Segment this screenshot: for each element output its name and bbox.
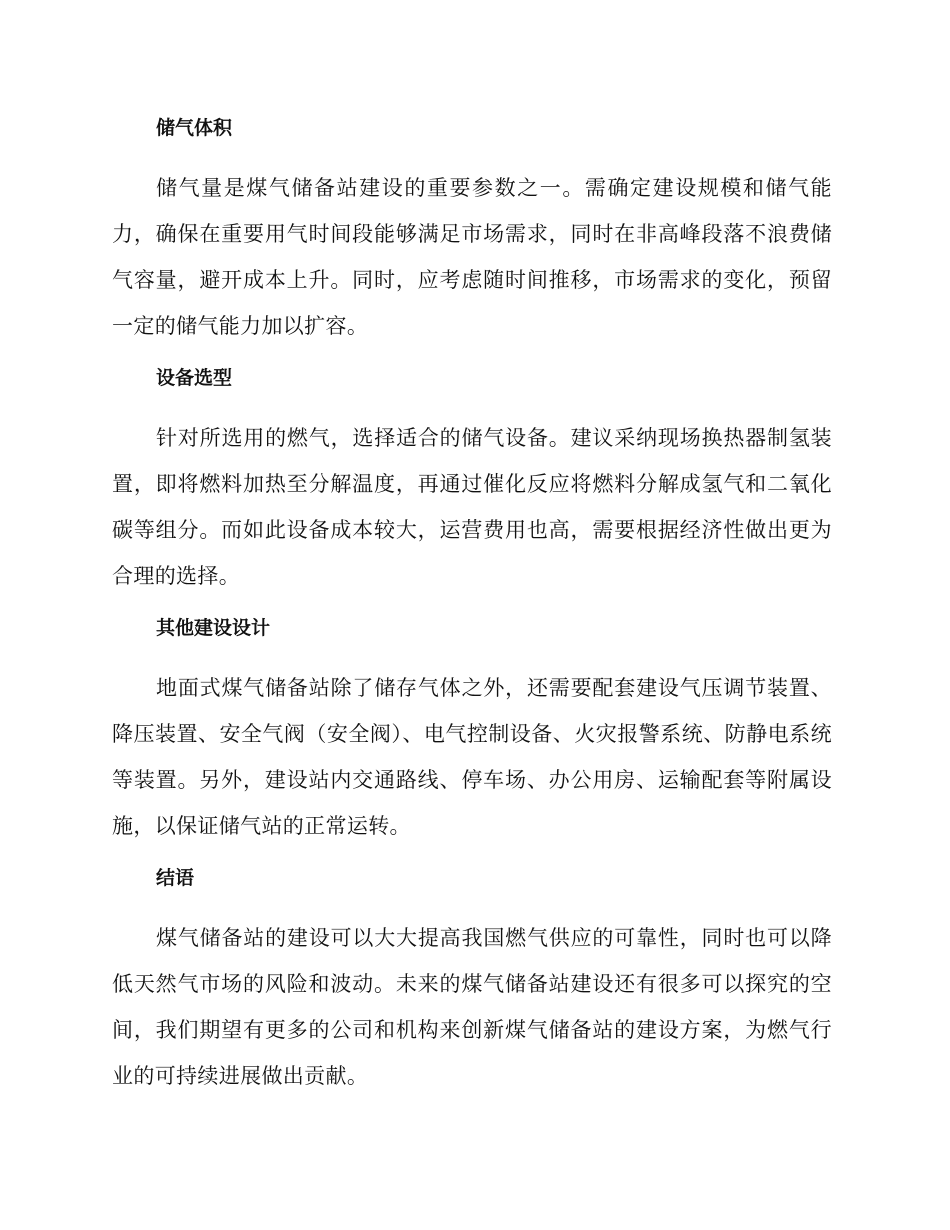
- section-paragraph: 地面式煤气储备站除了储存气体之外，还需要配套建设气压调节装置、降压装置、安全气阀（安全阀）、电气控制设备、火灾报警系统、防静电系统等装置。另外，建设站内交通路线、停车场、办公用房、运输配套等附属设施，以保证储气站的正常运转。: [112, 676, 832, 838]
- section-gas-storage-volume: [112, 116, 832, 349]
- section-paragraph: 储气量是煤气储备站建设的重要参数之一。需确定建设规模和储气能力，确保在重要用气时间段能够满足市场需求，同时在非高峰段落不浪费储气容量，避开成本上升。同时，应考虑随时间推移，市场需求的变化，预留一定的储气能力加以扩容。: [112, 176, 832, 338]
- section-conclusion: [112, 866, 832, 1099]
- section-heading: 设备选型: [156, 367, 233, 389]
- section-heading: 储气体积: [156, 117, 233, 139]
- section-paragraph: 煤气储备站的建设可以大大提高我国燃气供应的可靠性，同时也可以降低天然气市场的风险和波动。未来的煤气储备站建设还有很多可以探究的空间，我们期望有更多的公司和机构来创新煤气储备站的建设方案，为燃气行业的可持续进展做出贡献。: [112, 926, 832, 1088]
- section-paragraph: 针对所选用的燃气，选择适合的储气设备。建议采纳现场换热器制氢装置，即将燃料加热至分解温度，再通过催化反应将燃料分解成氢气和二氧化碳等组分。而如此设备成本较大，运营费用也高，需要根据经济性做出更为合理的选择。: [112, 426, 832, 588]
- section-equipment-selection: [112, 366, 832, 599]
- section-heading: 结语: [156, 867, 195, 889]
- section-heading: 其他建设设计: [156, 617, 271, 639]
- section-other-design: [112, 616, 832, 849]
